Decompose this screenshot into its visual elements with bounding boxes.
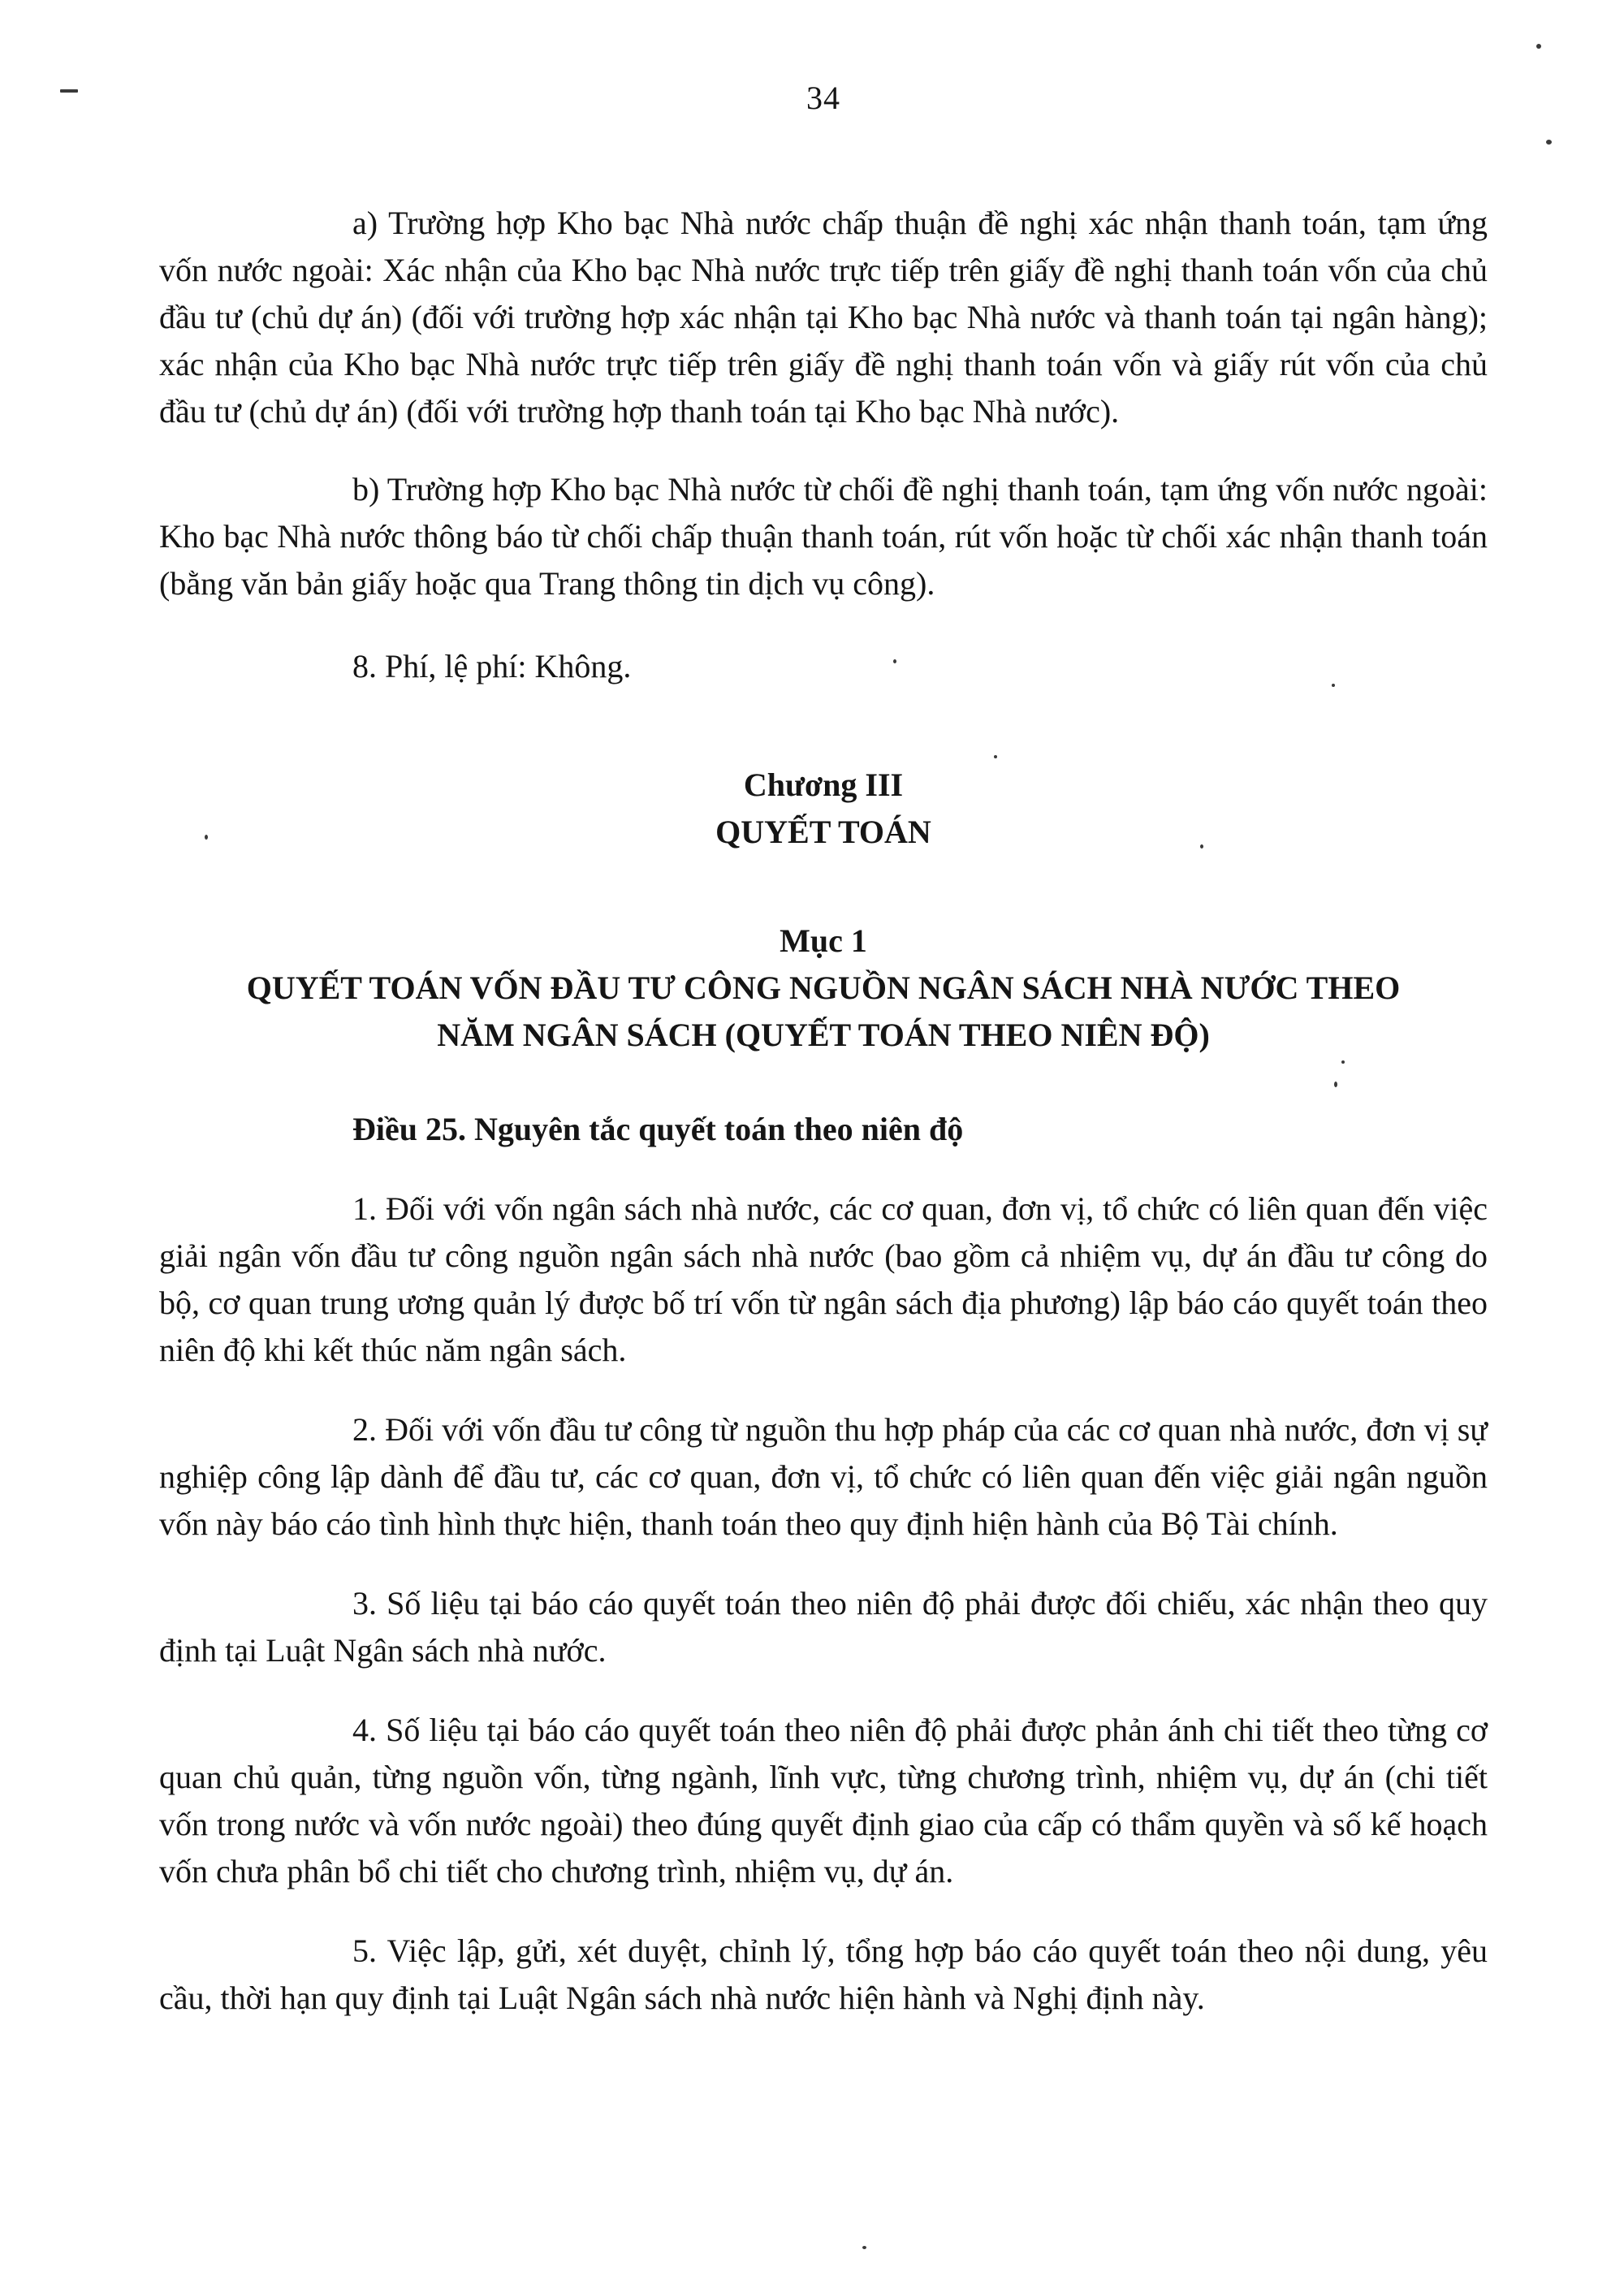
scan-artifact-dot (1546, 140, 1552, 145)
clause-3: 3. Số liệu tại báo cáo quyết toán theo niên độ phải được đối chiếu, xác nhận theo quy định tại Luật Ngân sách nhà nước. (159, 1585, 1488, 1669)
chapter-title: QUYẾT TOÁN (715, 814, 931, 850)
section-title: QUYẾT TOÁN VỐN ĐẦU TƯ CÔNG NGUỒN NGÂN SÁCH NHÀ NƯỚC THEO NĂM NGÂN SÁCH (QUYẾT TOÁN THEO NIÊN ĐỘ) (246, 969, 1401, 1053)
clause-2: 2. Đối với vốn đầu tư công từ nguồn thu hợp pháp của các cơ quan nhà nước, đơn vị sự nghiệp công lập dành để đầu tư, các cơ quan, đơn vị, tổ chức có liên quan đến việc giải ngân nguồn vốn này báo cáo tình hình thực hiện, thanh toán theo quy định hiện hành của Bộ Tài chính. (159, 1411, 1488, 1542)
paragraph-b: b) Trường hợp Kho bạc Nhà nước từ chối đề nghị thanh toán, tạm ứng vốn nước ngoài: Kho bạc Nhà nước thông báo từ chối chấp thuận thanh toán, rút vốn hoặc từ chối xác nhận thanh toán (bằng văn bản giấy hoặc qua Trang thông tin dịch vụ công). (159, 471, 1488, 602)
section-label: Mục 1 (780, 922, 867, 959)
scan-artifact-dot (1332, 684, 1335, 687)
scan-artifact-dot (1200, 844, 1203, 849)
article-heading: Điều 25. Nguyên tắc quyết toán theo niên độ (352, 1111, 964, 1147)
fee-item: 8. Phí, lệ phí: Không. (352, 648, 632, 684)
chapter-label: Chương III (743, 766, 904, 803)
clause-5: 5. Việc lập, gửi, xét duyệt, chỉnh lý, tổng hợp báo cáo quyết toán theo nội dung, yêu cầu, thời hạn quy định tại Luật Ngân sách nhà nước hiện hành và Nghị định này. (159, 1932, 1488, 2016)
scan-artifact-dot (1341, 1060, 1345, 1064)
scan-artifact-dot (893, 659, 896, 663)
scan-artifact-dot (1334, 1082, 1337, 1087)
scan-artifact-dot (994, 755, 997, 758)
clause-4: 4. Số liệu tại báo cáo quyết toán theo niên độ phải được phản ánh chi tiết theo từng cơ quan chủ quản, từng nguồn vốn, từng ngành, lĩnh vực, từng chương trình, nhiệm vụ, dự án (chi tiết vốn trong nước và vốn nước ngoài) theo đúng quyết định giao của cấp có thẩm quyền và số kế hoạch vốn chưa phân bổ chi tiết cho chương trình, nhiệm vụ, dự án. (159, 1712, 1488, 1889)
scan-artifact-dot (205, 835, 208, 840)
page-number: 34 (806, 80, 840, 116)
paragraph-a: a) Trường hợp Kho bạc Nhà nước chấp thuận đề nghị xác nhận thanh toán, tạm ứng vốn nước ngoài: Xác nhận của Kho bạc Nhà nước trực tiếp trên giấy đề nghị thanh toán vốn của chủ đầu tư (chủ dự án) (đối với trường hợp xác nhận tại Kho bạc Nhà nước và thanh toán tại ngân hàng); xác nhận của Kho bạc Nhà nước trực tiếp trên giấy đề nghị thanh toán vốn và giấy rút vốn của chủ đầu tư (chủ dự án) (đối với trường hợp thanh toán tại Kho bạc Nhà nước). (159, 205, 1488, 430)
scan-artifact-dot (1536, 44, 1541, 49)
clause-1: 1. Đối với vốn ngân sách nhà nước, các cơ quan, đơn vị, tổ chức có liên quan đến việc giải ngân vốn đầu tư công nguồn ngân sách nhà nước (bao gồm cả nhiệm vụ, dự án đầu tư công do bộ, cơ quan trung ương quản lý được bố trí vốn từ ngân sách địa phương) lập báo cáo quyết toán theo niên độ khi kết thúc năm ngân sách. (159, 1190, 1488, 1368)
page-content (159, 75, 1488, 2054)
scan-artifact-dash (60, 89, 78, 93)
scan-artifact-dot (862, 2246, 866, 2249)
